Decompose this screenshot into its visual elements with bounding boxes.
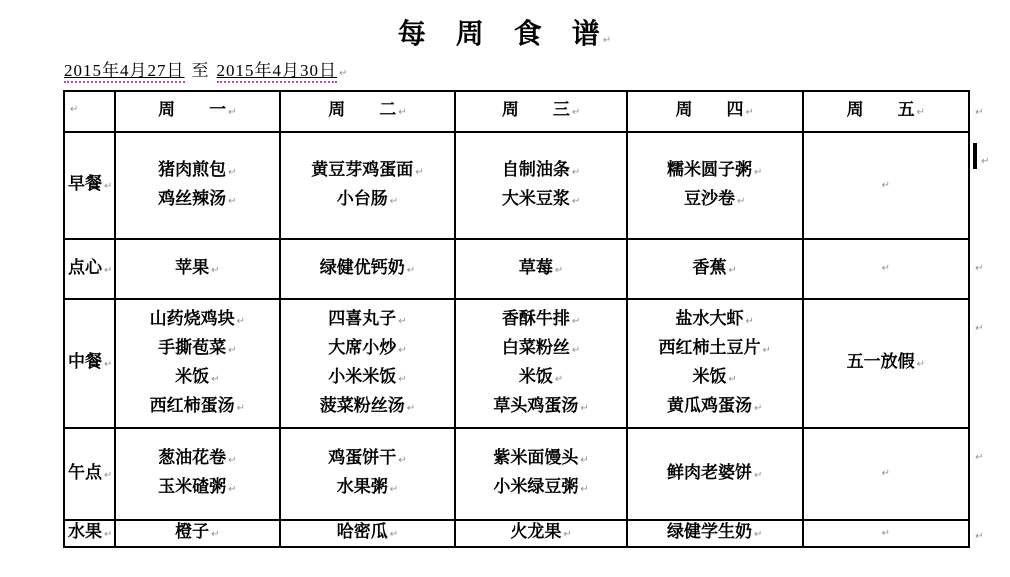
row-label-text: 水果: [68, 522, 102, 541]
menu-item-text: 米饭: [518, 366, 553, 386]
cell-end-mark-icon: ↵: [580, 402, 589, 414]
header-day-5[interactable]: [803, 91, 970, 132]
menu-item-line: [281, 474, 455, 503]
header-day-3[interactable]: [455, 91, 627, 132]
menu-cell[interactable]: [280, 239, 456, 299]
menu-item-line: [456, 255, 626, 284]
menu-item-text: 糯米圆子粥: [667, 159, 753, 179]
cell-end-mark-icon: ↵: [737, 195, 746, 207]
menu-cell[interactable]: [803, 132, 970, 239]
row-label-text: 点心: [68, 257, 102, 277]
header-day-1[interactable]: [115, 91, 280, 132]
menu-item-line: [456, 474, 626, 503]
header-day-label: 周 二: [328, 100, 397, 119]
cell-end-mark-icon: ↵: [571, 107, 581, 118]
header-corner-cell[interactable]: [64, 91, 115, 132]
menu-item-text: 紫米面馒头: [493, 448, 579, 467]
cell-end-mark-icon: ↵: [754, 529, 763, 540]
cell-end-mark-icon: ↵: [571, 315, 581, 327]
menu-item-line: [281, 186, 455, 215]
menu-item-text: 山药烧鸡块: [149, 308, 235, 328]
cell-end-mark-icon: ↵: [104, 359, 113, 370]
menu-cell[interactable]: [280, 299, 456, 428]
menu-item-line: [456, 306, 626, 335]
menu-row-fruit: [64, 520, 1009, 547]
menu-item-line: [456, 364, 626, 393]
menu-cell[interactable]: [280, 132, 456, 239]
cell-end-mark-icon: ↵: [754, 166, 763, 178]
cell-end-mark-icon: ↵: [70, 104, 79, 115]
menu-item-text: 猪肉煎包: [158, 159, 227, 179]
row-end-area: [969, 91, 1009, 132]
row-label-breakfast[interactable]: [64, 132, 115, 239]
menu-item-line: [628, 460, 802, 489]
menu-item-line: [116, 522, 279, 545]
menu-item-text: 香蕉: [692, 257, 727, 277]
cell-end-mark-icon: ↵: [211, 373, 220, 385]
menu-cell[interactable]: [627, 520, 803, 547]
cell-end-mark-icon: ↵: [228, 195, 237, 207]
menu-item-text: 菠菜粉丝汤: [319, 395, 405, 415]
cell-end-mark-icon: ↵: [975, 452, 984, 463]
menu-item-text: 草头鸡蛋汤: [493, 395, 579, 415]
menu-item-line: [456, 393, 626, 422]
menu-item-text: 白菜粉丝: [501, 337, 570, 357]
cell-end-mark-icon: ↵: [398, 344, 407, 356]
menu-item-line: [456, 157, 626, 186]
cell-end-mark-icon: ↵: [580, 484, 589, 495]
menu-item-line: [281, 157, 455, 186]
menu-row-afternoon: [64, 428, 1009, 520]
menu-cell[interactable]: [627, 428, 803, 520]
text-cursor: [973, 143, 977, 169]
row-label-lunch[interactable]: [64, 299, 115, 428]
menu-item-text: 五一放假: [846, 352, 915, 371]
menu-item-text: 绿健优钙奶: [319, 257, 405, 277]
cell-end-mark-icon: ↵: [228, 166, 237, 178]
page-title: [0, 12, 1010, 52]
row-label-afternoon[interactable]: [64, 428, 115, 520]
menu-item-line: [281, 445, 455, 474]
menu-cell[interactable]: [280, 428, 456, 520]
menu-item-line: [116, 364, 279, 393]
menu-item-line: [116, 157, 279, 186]
cell-end-mark-icon: ↵: [104, 529, 113, 540]
menu-item-text: 四喜丸子: [328, 308, 397, 328]
menu-item-text: 西红柿蛋汤: [149, 395, 235, 415]
menu-cell[interactable]: [627, 239, 803, 299]
cell-end-mark-icon: ↵: [228, 484, 237, 495]
menu-cell[interactable]: [455, 520, 627, 547]
cell-end-mark-icon: ↵: [398, 455, 407, 466]
menu-item-line: [281, 393, 455, 422]
menu-cell[interactable]: [803, 520, 970, 547]
menu-item-text: 盐水大虾: [675, 308, 744, 328]
cell-end-mark-icon: ↵: [563, 529, 572, 540]
menu-item-line: [628, 255, 802, 284]
menu-cell[interactable]: [627, 299, 803, 428]
menu-item-text: 草莓: [518, 257, 553, 277]
menu-item-line: [628, 306, 802, 335]
row-end-area: [969, 299, 1009, 428]
menu-item-text: 鲜肉老婆饼: [667, 462, 753, 482]
cell-end-mark-icon: ↵: [398, 315, 407, 327]
header-row: [64, 91, 1009, 132]
cell-end-mark-icon: ↵: [211, 529, 220, 540]
header-day-label: 周 三: [501, 100, 570, 119]
cell-end-mark-icon: ↵: [415, 166, 424, 178]
menu-item-text: 鸡蛋饼干: [328, 448, 397, 467]
menu-table: [63, 90, 1010, 548]
cell-end-mark-icon: ↵: [236, 402, 245, 414]
cell-end-mark-icon: ↵: [104, 181, 113, 192]
cell-end-mark-icon: ↵: [881, 468, 891, 479]
cell-end-mark-icon: ↵: [554, 373, 564, 385]
menu-cell[interactable]: [455, 239, 627, 299]
cell-end-mark-icon: ↵: [745, 315, 754, 327]
cell-end-mark-icon: ↵: [571, 195, 581, 207]
menu-item-text: 鸡丝辣汤: [158, 188, 227, 208]
cell-end-mark-icon: ↵: [754, 402, 763, 414]
menu-item-line: [116, 186, 279, 215]
cell-end-mark-icon: ↵: [554, 264, 564, 276]
menu-item-text: 香酥牛排: [501, 308, 570, 328]
menu-item-text: 大席小炒: [328, 337, 397, 357]
menu-cell[interactable]: [115, 520, 280, 547]
menu-item-line: [116, 445, 279, 474]
menu-item-line: [281, 255, 455, 284]
menu-cell[interactable]: [115, 132, 280, 239]
menu-item-line: [281, 522, 455, 545]
menu-item-line: [628, 364, 802, 393]
menu-row-breakfast: [64, 132, 1009, 239]
menu-cell[interactable]: [115, 299, 280, 428]
cell-end-mark-icon: ↵: [104, 469, 113, 481]
menu-item-line: [281, 364, 455, 393]
paragraph-mark-icon: ↵: [602, 35, 613, 46]
cell-end-mark-icon: ↵: [398, 107, 407, 118]
header-day-2[interactable]: [280, 91, 456, 132]
menu-item-text: 玉米碴粥: [158, 477, 227, 496]
cell-end-mark-icon: ↵: [728, 264, 737, 276]
header-day-label: 周 一: [158, 100, 227, 119]
menu-item-text: 西红柿土豆片: [658, 337, 761, 357]
menu-item-line: [281, 335, 455, 364]
row-end-area: [969, 520, 1009, 547]
menu-item-line: [116, 306, 279, 335]
menu-item-text: 小米绿豆粥: [493, 477, 579, 496]
menu-item-text: 哈密瓜: [336, 522, 388, 541]
cell-end-mark-icon: ↵: [745, 107, 754, 118]
menu-item-line: [628, 522, 802, 545]
cell-end-mark-icon: ↵: [406, 264, 416, 276]
cell-end-mark-icon: ↵: [580, 455, 589, 466]
menu-cell[interactable]: [115, 428, 280, 520]
row-label-fruit[interactable]: [64, 520, 115, 547]
row-end-area: [969, 428, 1009, 520]
menu-item-text: 豆沙卷: [684, 188, 736, 208]
menu-item-text: 绿健学生奶: [667, 522, 753, 541]
cell-end-mark-icon: ↵: [571, 166, 581, 178]
menu-item-text: 大米豆浆: [501, 188, 570, 208]
menu-cell[interactable]: [803, 299, 970, 428]
date-separator: 至: [191, 61, 210, 80]
menu-item-line: [456, 522, 626, 545]
menu-item-line: [628, 335, 802, 364]
menu-item-line: [628, 157, 802, 186]
menu-item-text: 苹果: [175, 257, 210, 277]
menu-cell[interactable]: [115, 239, 280, 299]
menu-item-text: 黄瓜鸡蛋汤: [667, 395, 753, 415]
menu-item-line: [281, 306, 455, 335]
menu-item-text: 葱油花卷: [158, 448, 227, 467]
header-day-label: 周 四: [675, 100, 744, 119]
date-end[interactable]: 2015年4月30日: [217, 61, 338, 83]
menu-item-line: [456, 445, 626, 474]
cell-end-mark-icon: ↵: [228, 455, 237, 466]
menu-cell[interactable]: [803, 428, 970, 520]
cell-end-mark-icon: ↵: [728, 373, 737, 385]
menu-item-text: 小米米饭: [328, 366, 397, 386]
date-range[interactable]: [64, 56, 348, 81]
cell-end-mark-icon: ↵: [754, 469, 763, 481]
cell-end-mark-icon: ↵: [975, 323, 984, 334]
menu-item-line: [456, 186, 626, 215]
menu-cell[interactable]: [455, 299, 627, 428]
cell-end-mark-icon: ↵: [881, 179, 891, 191]
menu-row-lunch: [64, 299, 1009, 428]
cell-end-mark-icon: ↵: [571, 344, 581, 356]
cell-end-mark-icon: ↵: [975, 531, 984, 542]
cell-end-mark-icon: ↵: [975, 263, 984, 274]
cell-end-mark-icon: ↵: [916, 107, 926, 118]
menu-item-text: 米饭: [175, 366, 210, 386]
row-end-area: [969, 239, 1009, 299]
menu-item-text: 黄豆芽鸡蛋面: [311, 159, 414, 179]
menu-item-text: 小台肠: [336, 188, 388, 208]
cell-end-mark-icon: ↵: [406, 402, 416, 414]
cell-end-mark-icon: ↵: [389, 484, 399, 495]
row-label-text: 早餐: [68, 174, 102, 193]
menu-cell[interactable]: [455, 428, 627, 520]
cell-end-mark-icon: ↵: [981, 156, 990, 167]
menu-item-line: [456, 335, 626, 364]
cell-end-mark-icon: ↵: [228, 107, 237, 118]
menu-item-text: 橙子: [175, 522, 210, 541]
page-title-text: 每 周 食 谱: [397, 18, 601, 49]
menu-cell[interactable]: [280, 520, 456, 547]
cell-end-mark-icon: ↵: [211, 264, 220, 276]
menu-item-text: 米饭: [692, 366, 727, 386]
header-day-label: 周 五: [846, 100, 915, 119]
menu-item-text: 自制油条: [501, 159, 570, 179]
cell-end-mark-icon: ↵: [916, 359, 926, 370]
menu-item-line: [628, 186, 802, 215]
cell-end-mark-icon: ↵: [389, 195, 399, 207]
menu-cell[interactable]: [803, 239, 970, 299]
cell-end-mark-icon: ↵: [389, 529, 399, 540]
menu-item-text: 火龙果: [510, 522, 562, 541]
menu-item-line: [116, 474, 279, 503]
menu-item-line: [116, 255, 279, 284]
cell-end-mark-icon: ↵: [236, 315, 245, 327]
cell-end-mark-icon: ↵: [398, 373, 407, 385]
menu-row-snack: [64, 239, 1009, 299]
header-day-4[interactable]: [627, 91, 803, 132]
cell-end-mark-icon: ↵: [228, 344, 237, 356]
menu-cell[interactable]: [455, 132, 627, 239]
menu-item-text: 手撕苞菜: [158, 337, 227, 357]
date-start[interactable]: 2015年4月27日: [64, 61, 185, 83]
paragraph-mark-icon: ↵: [339, 68, 349, 79]
row-label-text: 中餐: [68, 352, 102, 371]
menu-item-line: [116, 335, 279, 364]
row-label-text: 午点: [68, 462, 102, 482]
menu-item-line: [116, 393, 279, 422]
cell-end-mark-icon: ↵: [975, 107, 984, 118]
cell-end-mark-icon: ↵: [762, 344, 771, 356]
menu-table-body: [64, 91, 1009, 547]
cell-end-mark-icon: ↵: [104, 264, 113, 276]
menu-item-text: 水果粥: [336, 477, 388, 496]
cell-end-mark-icon: ↵: [881, 263, 891, 274]
menu-cell[interactable]: [627, 132, 803, 239]
menu-item-line: [804, 349, 969, 378]
cell-end-mark-icon: ↵: [881, 527, 891, 539]
row-end-area: [969, 132, 1009, 239]
row-label-snack[interactable]: [64, 239, 115, 299]
menu-item-line: [628, 393, 802, 422]
